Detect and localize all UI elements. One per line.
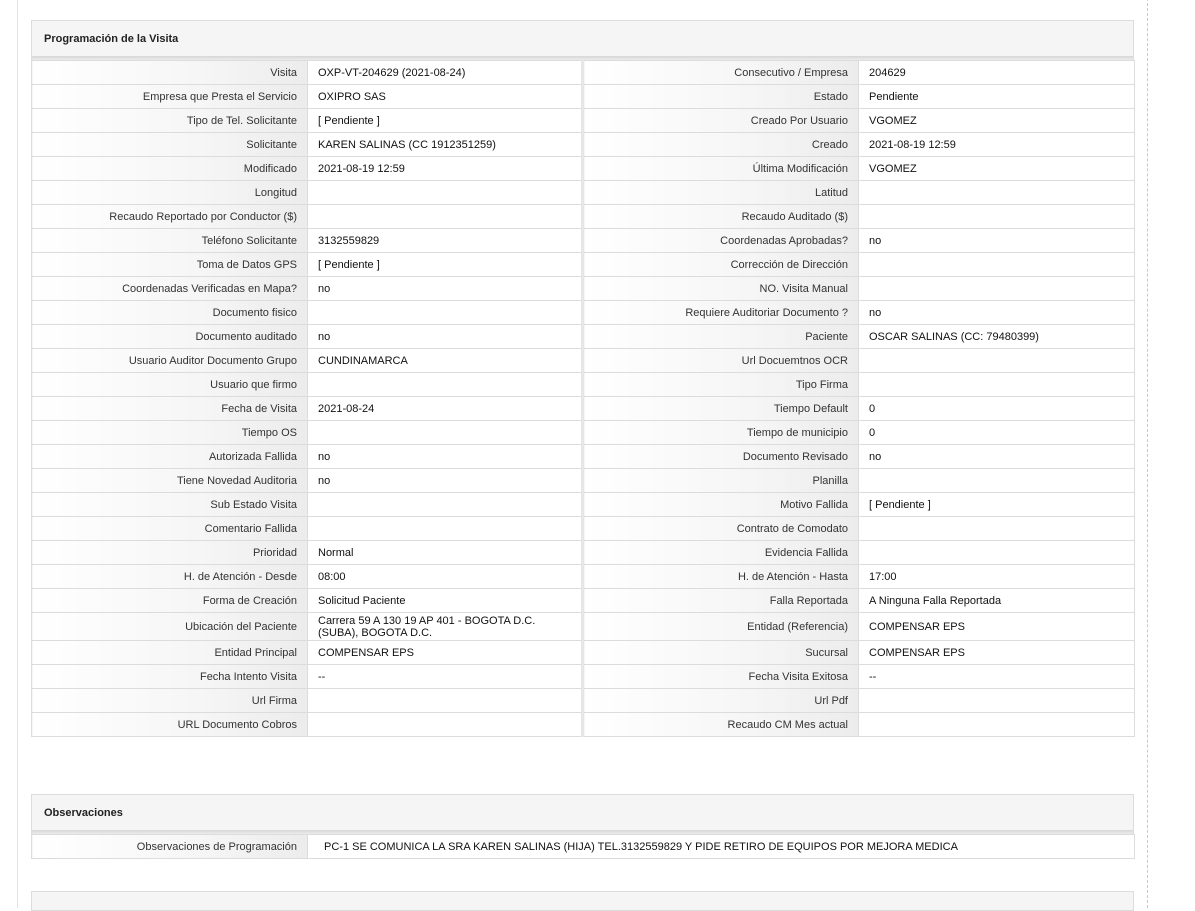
table-row [32,665,1135,689]
field-value: 2021-08-19 12:59 [308,157,583,181]
field-label: Contrato de Comodato [583,517,859,541]
field-value: no [859,445,1135,469]
field-label: Última Modificación [583,157,859,181]
field-value: Solicitud Paciente [308,589,583,613]
table-row [32,181,1135,205]
field-label: Documento fisico [32,301,308,325]
observaciones-value: PC-1 SE COMUNICA LA SRA KAREN SALINAS (HIJA) TEL.3132559829 Y PIDE RETIRO DE EQUIPOS POR MEJORA MEDICA [308,835,1135,859]
field-value: 2021-08-19 12:59 [859,133,1135,157]
field-label: Coordenadas Aprobadas? [583,229,859,253]
field-label: Recaudo Reportado por Conductor ($) [32,205,308,229]
field-value: -- [308,665,583,689]
table-row [32,641,1135,665]
panel-title: Programación de la Visita [31,20,1134,56]
field-value: no [308,469,583,493]
field-label: Longitud [32,181,308,205]
field-label: Documento auditado [32,325,308,349]
field-value [859,349,1135,373]
field-value: [ Pendiente ] [859,493,1135,517]
field-label: Fecha Intento Visita [32,665,308,689]
programacion-panel [31,20,1134,737]
field-value: 2021-08-24 [308,397,583,421]
field-value [308,713,583,737]
field-value: 0 [859,397,1135,421]
field-label: Usuario que firmo [32,373,308,397]
field-label: Tiene Novedad Auditoria [32,469,308,493]
observaciones-panel [31,794,1134,859]
field-value: Pendiente [859,85,1135,109]
field-label: Corrección de Dirección [583,253,859,277]
field-label: Tipo de Tel. Solicitante [32,109,308,133]
field-label: Visita [32,61,308,85]
field-value: COMPENSAR EPS [859,613,1135,641]
table-row [32,205,1135,229]
field-value: no [308,445,583,469]
field-label: Forma de Creación [32,589,308,613]
field-label: Recaudo CM Mes actual [583,713,859,737]
field-value: 3132559829 [308,229,583,253]
field-label: Evidencia Fallida [583,541,859,565]
field-value [308,301,583,325]
panel-title: Observaciones [31,794,1134,830]
field-label: Autorizada Fallida [32,445,308,469]
field-value: OSCAR SALINAS (CC: 79480399) [859,325,1135,349]
field-value: VGOMEZ [859,157,1135,181]
table-row [32,85,1135,109]
table-row [32,613,1135,641]
field-value [308,205,583,229]
field-label: Observaciones de Programación [32,835,308,859]
next-panel-header [31,891,1134,911]
field-label: Creado [583,133,859,157]
field-value: OXIPRO SAS [308,85,583,109]
field-label: Fecha de Visita [32,397,308,421]
table-row [32,469,1135,493]
field-value: no [308,277,583,301]
field-value [308,493,583,517]
observaciones-table [31,834,1135,859]
table-row [32,373,1135,397]
table-row [32,109,1135,133]
field-value: 204629 [859,61,1135,85]
table-row [32,277,1135,301]
field-value [859,689,1135,713]
field-label: Teléfono Solicitante [32,229,308,253]
field-value [308,373,583,397]
field-value: COMPENSAR EPS [859,641,1135,665]
field-label: Coordenadas Verificadas en Mapa? [32,277,308,301]
field-label: Entidad (Referencia) [583,613,859,641]
field-label: Recaudo Auditado ($) [583,205,859,229]
field-label: Empresa que Presta el Servicio [32,85,308,109]
table-row [32,301,1135,325]
field-value: [ Pendiente ] [308,253,583,277]
programacion-table [31,60,1135,737]
table-row [32,349,1135,373]
field-label: Toma de Datos GPS [32,253,308,277]
field-label: Sucursal [583,641,859,665]
field-value: KAREN SALINAS (CC 1912351259) [308,133,583,157]
field-value [859,205,1135,229]
field-label: Modificado [32,157,308,181]
table-row [32,133,1135,157]
field-label: H. de Atención - Desde [32,565,308,589]
field-value: 17:00 [859,565,1135,589]
field-label: Documento Revisado [583,445,859,469]
table-row [32,565,1135,589]
table-row [32,445,1135,469]
field-value: Normal [308,541,583,565]
field-label: Fecha Visita Exitosa [583,665,859,689]
field-value: -- [859,665,1135,689]
field-value: no [859,229,1135,253]
field-label: Tiempo Default [583,397,859,421]
field-value [859,517,1135,541]
field-label: Consecutivo / Empresa [583,61,859,85]
field-value [308,181,583,205]
table-row [32,157,1135,181]
field-value [859,253,1135,277]
table-row [32,589,1135,613]
field-value [308,421,583,445]
field-label: Url Firma [32,689,308,713]
field-label: Creado Por Usuario [583,109,859,133]
field-value [859,713,1135,737]
field-label: Ubicación del Paciente [32,613,308,641]
field-value: Carrera 59 A 130 19 AP 401 - BOGOTA D.C. (SUBA), BOGOTA D.C. [308,613,583,641]
field-label: Tiempo de municipio [583,421,859,445]
field-label: Usuario Auditor Documento Grupo [32,349,308,373]
field-label: Url Docuemtnos OCR [583,349,859,373]
table-row [32,541,1135,565]
field-label: Solicitante [32,133,308,157]
field-value: [ Pendiente ] [308,109,583,133]
programacion-table-body [32,61,1135,737]
table-row [32,397,1135,421]
table-row [32,325,1135,349]
field-label: Comentario Fallida [32,517,308,541]
field-label: NO. Visita Manual [583,277,859,301]
table-row [32,229,1135,253]
table-row [32,421,1135,445]
table-row [32,493,1135,517]
field-label: Estado [583,85,859,109]
table-row [32,689,1135,713]
table-row [32,253,1135,277]
field-label: Tiempo OS [32,421,308,445]
field-label: Prioridad [32,541,308,565]
field-value [859,181,1135,205]
field-label: Motivo Fallida [583,493,859,517]
field-value [859,469,1135,493]
table-row [32,61,1135,85]
field-value: CUNDINAMARCA [308,349,583,373]
field-value [859,373,1135,397]
field-label: Url Pdf [583,689,859,713]
field-value [308,689,583,713]
field-value [308,517,583,541]
field-value: no [859,301,1135,325]
field-label: Falla Reportada [583,589,859,613]
field-label: Entidad Principal [32,641,308,665]
field-label: Sub Estado Visita [32,493,308,517]
field-label: Requiere Auditoriar Documento ? [583,301,859,325]
field-label: Latitud [583,181,859,205]
table-row [32,517,1135,541]
field-value: 08:00 [308,565,583,589]
field-value: COMPENSAR EPS [308,641,583,665]
field-label: URL Documento Cobros [32,713,308,737]
field-value: A Ninguna Falla Reportada [859,589,1135,613]
field-label: Paciente [583,325,859,349]
field-value [859,277,1135,301]
field-value: no [308,325,583,349]
field-value: VGOMEZ [859,109,1135,133]
field-value: OXP-VT-204629 (2021-08-24) [308,61,583,85]
field-label: H. de Atención - Hasta [583,565,859,589]
table-row [32,835,1135,859]
field-label: Planilla [583,469,859,493]
table-row [32,713,1135,737]
field-value [859,541,1135,565]
field-value: 0 [859,421,1135,445]
field-label: Tipo Firma [583,373,859,397]
